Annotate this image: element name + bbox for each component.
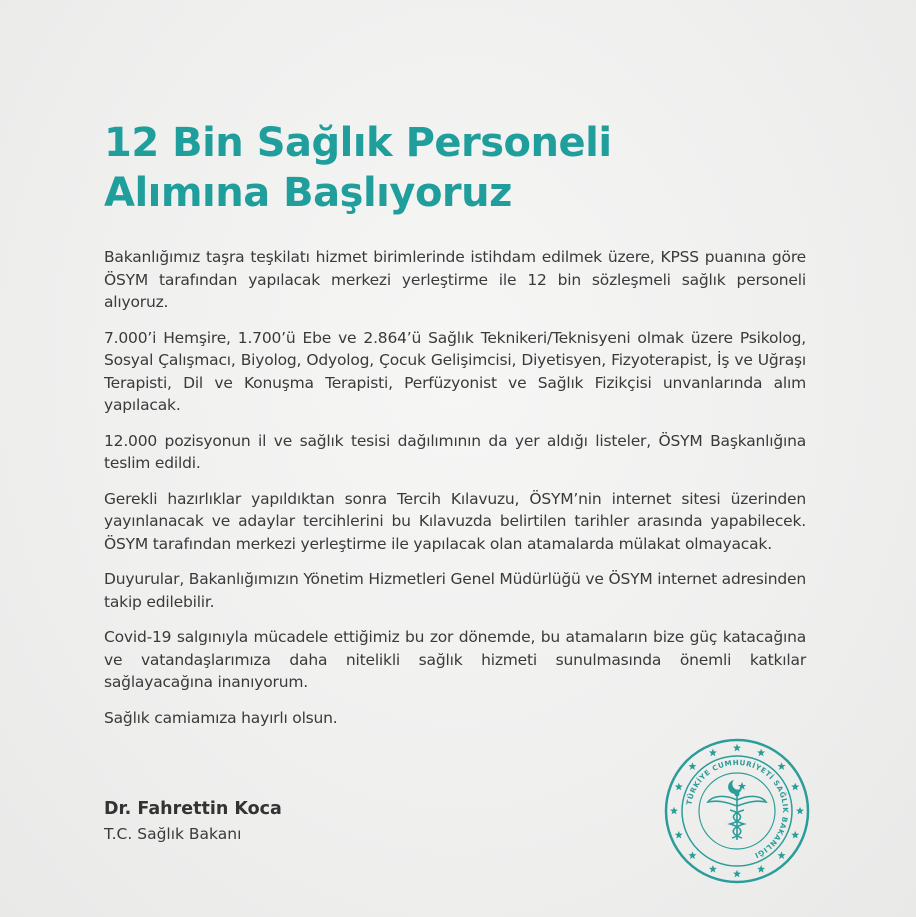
seal-star	[791, 783, 799, 791]
seal-star	[675, 783, 683, 791]
caduceus-icon	[708, 794, 766, 840]
seal-star	[791, 831, 799, 839]
seal-star	[778, 762, 786, 770]
paragraph: Sağlık camiamıza hayırlı olsun.	[104, 708, 338, 727]
seal-star	[709, 865, 717, 873]
signatory-title: T.C. Sağlık Bakanı	[104, 825, 242, 843]
body-text	[104, 246, 806, 742]
title-line-1: 12 Bin Sağlık Personeli	[104, 120, 612, 166]
seal-star	[733, 870, 741, 878]
paragraph: Duyurular, Bakanlığımızın Yönetim Hizmetleri Genel Müdürlüğü ve ÖSYM internet adresinden takip edilebilir.	[104, 570, 806, 611]
paragraph: Covid-19 salgınıyla mücadele ettiğimiz bu zor dönemde, bu atamaların bize güç katacağına ve vatandaşlarımıza daha nitelikli sağlık hizmeti sunulmasında önemli katkılar sağlayacağına inanıyorum.	[104, 628, 806, 691]
seal-text: TÜRKİYE CUMHURİYETİ SAĞLIK BAKANLIĞI	[684, 757, 791, 861]
seal-star	[733, 744, 741, 752]
paragraph: 12.000 pozisyonun il ve sağlık tesisi dağılımının da yer aldığı listeler, ÖSYM Başkanlığına teslim edildi.	[104, 431, 806, 472]
paragraph: Bakanlığımız taşra teşkilatı hizmet birimlerinde istihdam edilmek üzere, KPSS puanına göre ÖSYM tarafından yapılacak merkezi yerleştirme ile 12 bin sözleşmeli sağlık personeli alıyoruz.	[104, 248, 806, 311]
seal-star	[688, 851, 696, 859]
title-line-2: Alımına Başlıyoruz	[104, 170, 512, 216]
seal-star	[796, 807, 804, 815]
seal-star	[778, 851, 786, 859]
paragraph: 7.000’i Hemşire, 1.700’ü Ebe ve 2.864’ü Sağlık Teknikeri/Teknisyeni olmak üzere Psikolog, Sosyal Çalışmacı, Biyolog, Odyolog, Çocuk Gelişimcisi, Diyetisyen, Fizyoterapist, İş ve Uğraşı Terapisti, Dil ve Konuşma Terapisti, Perfüzyonist ve Sağlık Fizikçisi unvanlarında alım yapılacak.	[104, 328, 806, 414]
signatory-name: Dr. Fahrettin Koca	[104, 799, 282, 819]
seal-star	[688, 762, 696, 770]
seal-star	[757, 865, 765, 873]
seal-star	[709, 749, 717, 757]
page-title	[104, 118, 744, 218]
seal-star	[757, 749, 765, 757]
seal-star	[670, 807, 678, 815]
paragraph: Gerekli hazırlıklar yapıldıktan sonra Tercih Kılavuzu, ÖSYM’nin internet sitesi üzerinden yayınlanacak ve adaylar tercihlerini bu Kılavuzda belirtilen tarihler arasında yapabilecek. ÖSYM tarafından merkezi yerleştirme ile yapılacak olan atamalarda mülakat olmayacak.	[104, 489, 806, 553]
ministry-seal-logo	[664, 738, 810, 884]
seal-star	[675, 831, 683, 839]
